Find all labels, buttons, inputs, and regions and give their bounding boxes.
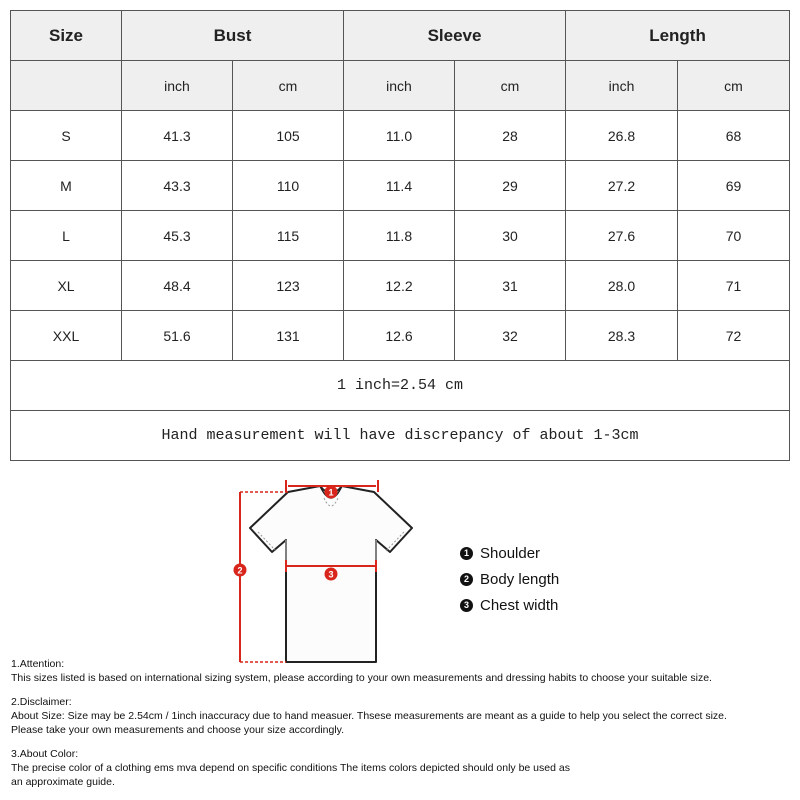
table-row	[11, 211, 790, 261]
table-row	[11, 161, 790, 211]
table-cell: 105	[233, 111, 344, 161]
attention-note	[11, 657, 796, 685]
legend-label: Chest width	[480, 596, 559, 614]
table-cell: 43.3	[122, 161, 233, 211]
table-cell: 26.8	[566, 111, 678, 161]
color-title: 3.About Color:	[11, 748, 79, 760]
table-cell: 12.6	[344, 311, 455, 361]
unit-cell: inch	[122, 61, 233, 111]
table-cell: 41.3	[122, 111, 233, 161]
table-cell: 110	[233, 161, 344, 211]
svg-text:3: 3	[328, 569, 334, 580]
size-label: L	[11, 211, 122, 261]
svg-text:1: 1	[328, 487, 334, 498]
table-cell: 51.6	[122, 311, 233, 361]
marker-body-length	[234, 564, 247, 577]
color-text: an approximate guide.	[11, 776, 115, 788]
unit-cell: inch	[344, 61, 455, 111]
table-cell: 11.8	[344, 211, 455, 261]
table-cell: 11.4	[344, 161, 455, 211]
color-note	[11, 747, 796, 789]
legend-item-shoulder	[460, 540, 559, 566]
table-cell: 123	[233, 261, 344, 311]
unit-cell: cm	[455, 61, 566, 111]
legend-label: Shoulder	[480, 544, 541, 562]
legend-item-body-length	[460, 566, 559, 592]
size-label: S	[11, 111, 122, 161]
table-cell: 28.0	[566, 261, 678, 311]
units-blank	[11, 61, 122, 111]
table-cell: 11.0	[344, 111, 455, 161]
size-label: XXL	[11, 311, 122, 361]
disclaimer-title: 2.Disclaimer:	[11, 696, 72, 708]
units-row	[11, 61, 790, 111]
conversion-row	[11, 361, 790, 411]
measurement-legend	[460, 540, 559, 618]
tshirt-measurement-diagram	[230, 470, 430, 670]
header-sleeve: Sleeve	[344, 11, 566, 61]
table-cell: 48.4	[122, 261, 233, 311]
legend-number: 1	[460, 547, 473, 560]
table-row	[11, 111, 790, 161]
table-cell: 27.6	[566, 211, 678, 261]
legend-label: Body length	[480, 570, 560, 588]
disclaimer-text: Please take your own measurements and choose your size accordingly.	[11, 724, 345, 736]
marker-shoulder	[325, 486, 338, 499]
header-row	[11, 11, 790, 61]
table-cell: 27.2	[566, 161, 678, 211]
tshirt-icon	[230, 470, 430, 670]
header-length: Length	[566, 11, 790, 61]
table-cell: 115	[233, 211, 344, 261]
header-bust: Bust	[122, 11, 344, 61]
table-cell: 28	[455, 111, 566, 161]
table-cell: 70	[678, 211, 790, 261]
table-cell: 131	[233, 311, 344, 361]
svg-text:2: 2	[237, 565, 243, 576]
table-cell: 32	[455, 311, 566, 361]
legend-number: 3	[460, 599, 473, 612]
color-text: The precise color of a clothing ems mva depend on specific conditions The items colors depicted should only be used as	[11, 762, 570, 774]
table-cell: 29	[455, 161, 566, 211]
header-size: Size	[11, 11, 122, 61]
table-cell: 31	[455, 261, 566, 311]
legend-item-chest-width	[460, 592, 559, 618]
notes-section	[11, 657, 796, 799]
table-cell: 30	[455, 211, 566, 261]
size-label: M	[11, 161, 122, 211]
table-cell: 71	[678, 261, 790, 311]
legend-number: 2	[460, 573, 473, 586]
conversion-note: 1 inch=2.54 cm	[11, 361, 790, 411]
size-chart-table	[10, 10, 790, 461]
table-cell: 68	[678, 111, 790, 161]
unit-cell: inch	[566, 61, 678, 111]
discrepancy-note: Hand measurement will have discrepancy of about 1-3cm	[11, 411, 790, 461]
unit-cell: cm	[233, 61, 344, 111]
attention-title: 1.Attention:	[11, 658, 65, 670]
table-cell: 12.2	[344, 261, 455, 311]
table-row	[11, 311, 790, 361]
size-label: XL	[11, 261, 122, 311]
discrepancy-row	[11, 411, 790, 461]
table-cell: 72	[678, 311, 790, 361]
table-cell: 28.3	[566, 311, 678, 361]
unit-cell: cm	[678, 61, 790, 111]
table-row	[11, 261, 790, 311]
disclaimer-note	[11, 695, 796, 737]
table-cell: 45.3	[122, 211, 233, 261]
disclaimer-text: About Size: Size may be 2.54cm / 1inch inaccuracy due to hand measuer. Thsese measurements are meant as a guide to help you select the correct size.	[11, 710, 727, 722]
marker-chest-width	[325, 568, 338, 581]
table-cell: 69	[678, 161, 790, 211]
attention-text: This sizes listed is based on international sizing system, please according to your own measurements and dressing habits to choose your suitable size.	[11, 672, 712, 684]
